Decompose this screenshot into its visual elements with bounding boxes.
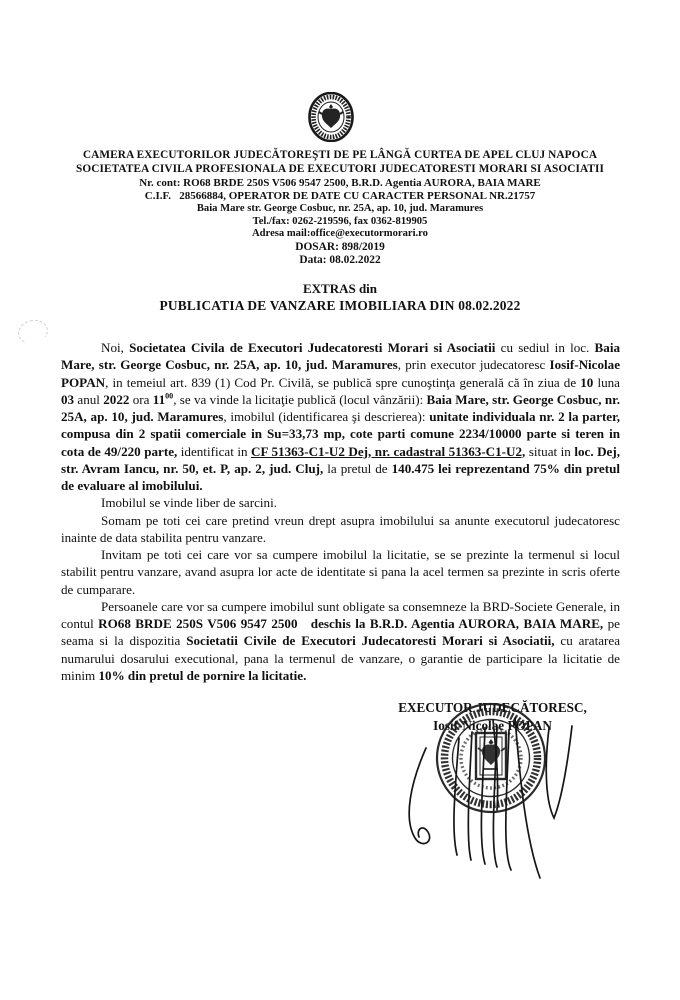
signature-name: Iosif-Nicolae POPAN: [433, 717, 552, 733]
paragraph-summons: Somam pe toti cei care pretind vreun drept asupra imobilului sa anunte executorul judecatoresc inainte de data stabilita pentru vanzare.: [61, 512, 620, 545]
header-cif-line: C.I.F. 28566884, OPERATOR DE DATE CU CARACTER PERSONAL NR.21757: [144, 189, 536, 202]
title-extras-line: EXTRAS din: [302, 281, 378, 296]
paragraph-invitation: Invitam pe toti cei care vor sa cumpere imobilul la licitatie, se se prezinte la termenul si locul stabilit pentru vanzare, avand asupra lor acte de identitate si pana la acel termen sa prezinte in scris oferte de cumparare.: [61, 547, 620, 597]
header-chamber-line: CAMERA EXECUTORILOR JUDECĂTOREŞTI DE PE LÂNGĂ CURTEA DE APEL CLUJ NAPOCA: [82, 149, 598, 161]
document-title: [0, 281, 680, 314]
handwritten-signature-icon: [396, 690, 600, 882]
paragraph-deposit-requirement: Persoanele care vor sa cumpere imobilul sunt obligate sa consemneze la BRD-Societe Generale, in contul RO68 BRDE 250S V506 9547 2500 deschis la B.R.D. Agentia AURORA, BAIA MARE, pe seama si la dispozitia Societatii Civile de Executori Judecatoresti Morari si Asociatii, cu aratarea numarului dosarului executional, pana la termenul de vanzare, o garantie de participare la licitatie de minim 10% din pretul de pornire la licitatie.: [61, 598, 621, 683]
header-phone-line: Tel./fax: 0262-219596, fax 0362-819905: [252, 215, 428, 227]
header-society-line: SOCIETATEA CIVILA PROFESIONALA DE EXECUTORI JUDECATORESTI MORARI SI ASOCIATII: [75, 162, 605, 175]
header-date: Data: 08.02.2022: [299, 253, 381, 266]
title-publication-line: PUBLICATIA DE VANZARE IMOBILIARA DIN 08.02.2022: [159, 298, 521, 313]
pencil-scribble-mark: [16, 317, 51, 348]
header-dossier-number: DOSAR: 898/2019: [295, 240, 385, 253]
header-email-line: Adresa mail:office@executormorari.ro: [252, 228, 428, 240]
header-account-line: Nr. cont: RO68 BRDE 250S V506 9547 2500, B.R.D. Agentia AURORA, BAIA MARE: [139, 176, 541, 189]
coat-of-arms-seal-icon: [308, 92, 354, 142]
header-address-line: Baia Mare str. George Cosbuc, nr. 25A, ap. 10, jud. Maramures: [196, 203, 484, 214]
paragraph-announcement: Noi, Societatea Civila de Executori Judecatoresti Morari si Asociatii cu sediul in loc. Baia Mare, str. George Cosbuc, nr. 25A, ap. 10, jud. Maramures, prin executor judecatoresc Iosif-Nicolae POPAN, in temeiul art. 839 (1) Cod Pr. Civilă, se publică spre cunoştinţa generală că în ziua de 10 luna 03 anul 2022 ora $11^{00}$, se va vinde la licitaţie publică (locul vânzării): Baia Mare, str. George Cosbuc, nr. 25A, ap. 10, jud. Maramures, imobilul (identificarea şi descrierea): unitate individuala nr. 2 la parter, compusa din 2 spatii comerciale in Su=33,73 mp, cote parti comune 2234/10000 parte si teren in cota de 49/220 parte, identificat in CF 51363-C1-U2 Dej, nr. cadastral 51363-C1-U2, situat in loc. Dej, str. Avram Iancu, nr. 50, et. P, ap. 2, jud. Cluj, la pretul de 140.475 lei reprezentand 75% din pretul de evaluare al imobilului.: [61, 340, 621, 493]
signature-role: EXECUTOR JUDECĂTORESC,: [398, 700, 587, 715]
document-header: [0, 0, 680, 266]
paragraph-free-of-encumbrances: Imobilul se vinde liber de sarcini.: [101, 495, 277, 511]
document-body: [61, 339, 620, 684]
